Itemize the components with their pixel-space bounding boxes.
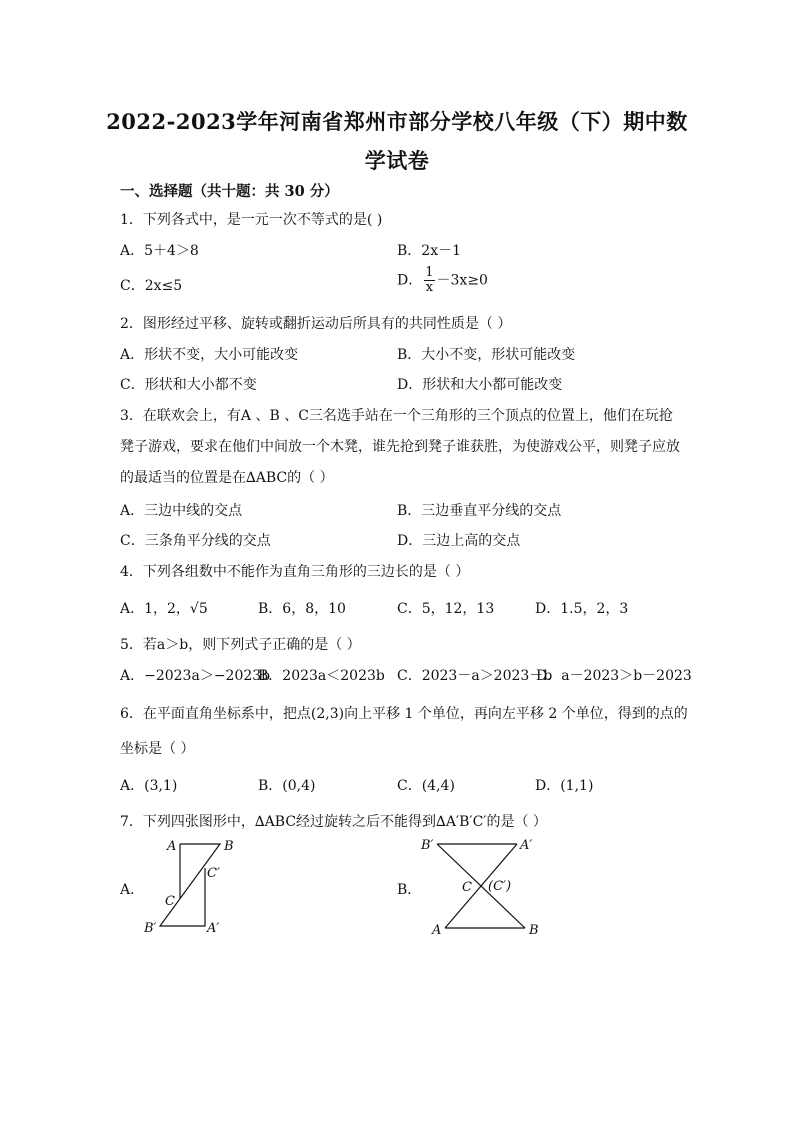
- question-5-option-d: D．a－2023＞b－2023: [536, 668, 692, 684]
- question-2-stem: 2．图形经过平移、旋转或翻折运动后所具有的共同性质是（ ）: [120, 316, 512, 332]
- question-1-option-d: [397, 266, 488, 295]
- figure-b-label-a: A: [432, 923, 442, 938]
- question-1-option-d-suffix: －3x≥0: [436, 272, 488, 289]
- figure-a-label-b-prime: B′: [144, 921, 157, 936]
- figure-b-label-a-prime: A′: [520, 838, 533, 853]
- question-3-line-1: 3．在联欢会上，有A 、B 、C三名选手站在一个三角形的三个顶点的位置上，他们在玩抢: [120, 408, 673, 424]
- question-5-option-b: B．2023a＜2023b: [258, 668, 385, 684]
- question-2-option-d: D．形状和大小都可能改变: [397, 377, 563, 393]
- question-3-line-2: 凳子游戏，要求在他们中间放一个木凳，谁先抢到凳子谁获胜，为使游戏公平，则凳子应放: [120, 439, 680, 455]
- question-1-option-b: B．2x－1: [397, 243, 461, 259]
- exam-title-line1: 2022-2023学年河南省郑州市部分学校八年级（下）期中数: [106, 109, 688, 134]
- exam-title-line2: 学试卷: [364, 148, 430, 173]
- fraction: [424, 266, 434, 295]
- question-5-option-c: C．2023－a＞2023－b: [397, 668, 553, 684]
- figure-a-label-a: A: [167, 839, 177, 854]
- figure-a-label-b: B: [224, 839, 234, 854]
- question-4-option-d: D．1.5，2，3: [535, 601, 629, 617]
- figure-b-label-c: C: [462, 880, 472, 895]
- figure-b-triangles: [416, 834, 546, 938]
- figure-b-label-b-prime: B′: [421, 838, 434, 853]
- figure-a-label-a-prime: A′: [207, 921, 220, 936]
- fraction-numerator: 1: [425, 265, 434, 280]
- section-heading: 一、选择题（共十题：共 30 分）: [120, 183, 339, 200]
- figure-a-label-c-prime: C′: [207, 866, 220, 881]
- figure-a-label-c: C: [165, 894, 175, 909]
- question-5-option-a: A．−2023a＞−2023b: [120, 668, 271, 684]
- figure-a-lines: [160, 844, 220, 926]
- question-4-stem: 4．下列各组数中不能作为直角三角形的三边长的是（ ）: [120, 564, 470, 580]
- question-3-option-c: C．三条角平分线的交点: [120, 533, 271, 549]
- question-1-option-d-prefix: D．: [397, 272, 423, 289]
- question-2-option-c: C．形状和大小都不变: [120, 377, 257, 393]
- question-6-line-2: 坐标是（ ）: [120, 741, 195, 757]
- question-5-stem: 5．若a＞b，则下列式子正确的是（ ）: [120, 637, 361, 653]
- figure-b-label-c-prime: (C′): [488, 879, 512, 894]
- question-6-line-1: 6．在平面直角坐标系中，把点(2,3)向上平移 1 个单位，再向左平移 2 个单位，得到的点的: [120, 706, 688, 722]
- question-1-option-a: A．5＋4＞8: [120, 243, 199, 259]
- question-4-option-b: B．6，8，10: [258, 601, 346, 617]
- question-4-option-a: A．1，2，√5: [120, 601, 208, 617]
- question-3-option-b: B．三边垂直平分线的交点: [397, 503, 562, 519]
- question-6-option-c: C．(4,4): [397, 778, 455, 794]
- question-1-option-c: C．2x≤5: [120, 278, 183, 294]
- figure-b-label-b: B: [529, 923, 539, 938]
- question-3-option-d: D．三边上高的交点: [397, 533, 521, 549]
- question-4-option-c: C．5，12，13: [397, 601, 495, 617]
- question-6-option-b: B．(0,4): [258, 778, 316, 794]
- question-6-option-a: A．(3,1): [120, 778, 178, 794]
- question-3-option-a: A．三边中线的交点: [120, 503, 243, 519]
- question-6-option-d: D．(1,1): [535, 778, 594, 794]
- question-7-stem: 7．下列四张图形中，∆ABC经过旋转之后不能得到∆A′B′C′的是（ ）: [120, 814, 547, 830]
- figure-a-triangles: [140, 834, 240, 936]
- question-2-option-a: A．形状不变，大小可能改变: [120, 347, 299, 363]
- question-3-line-3: 的最适当的位置是在∆ABC的（ ）: [120, 470, 334, 486]
- fraction-denominator: x: [425, 280, 434, 295]
- question-7-option-b-label: B．: [397, 882, 422, 898]
- question-7-option-a-label: A．: [120, 882, 145, 898]
- question-2-option-b: B．大小不变，形状可能改变: [397, 347, 576, 363]
- question-1-stem: 1．下列各式中，是一元一次不等式的是( ): [120, 212, 383, 228]
